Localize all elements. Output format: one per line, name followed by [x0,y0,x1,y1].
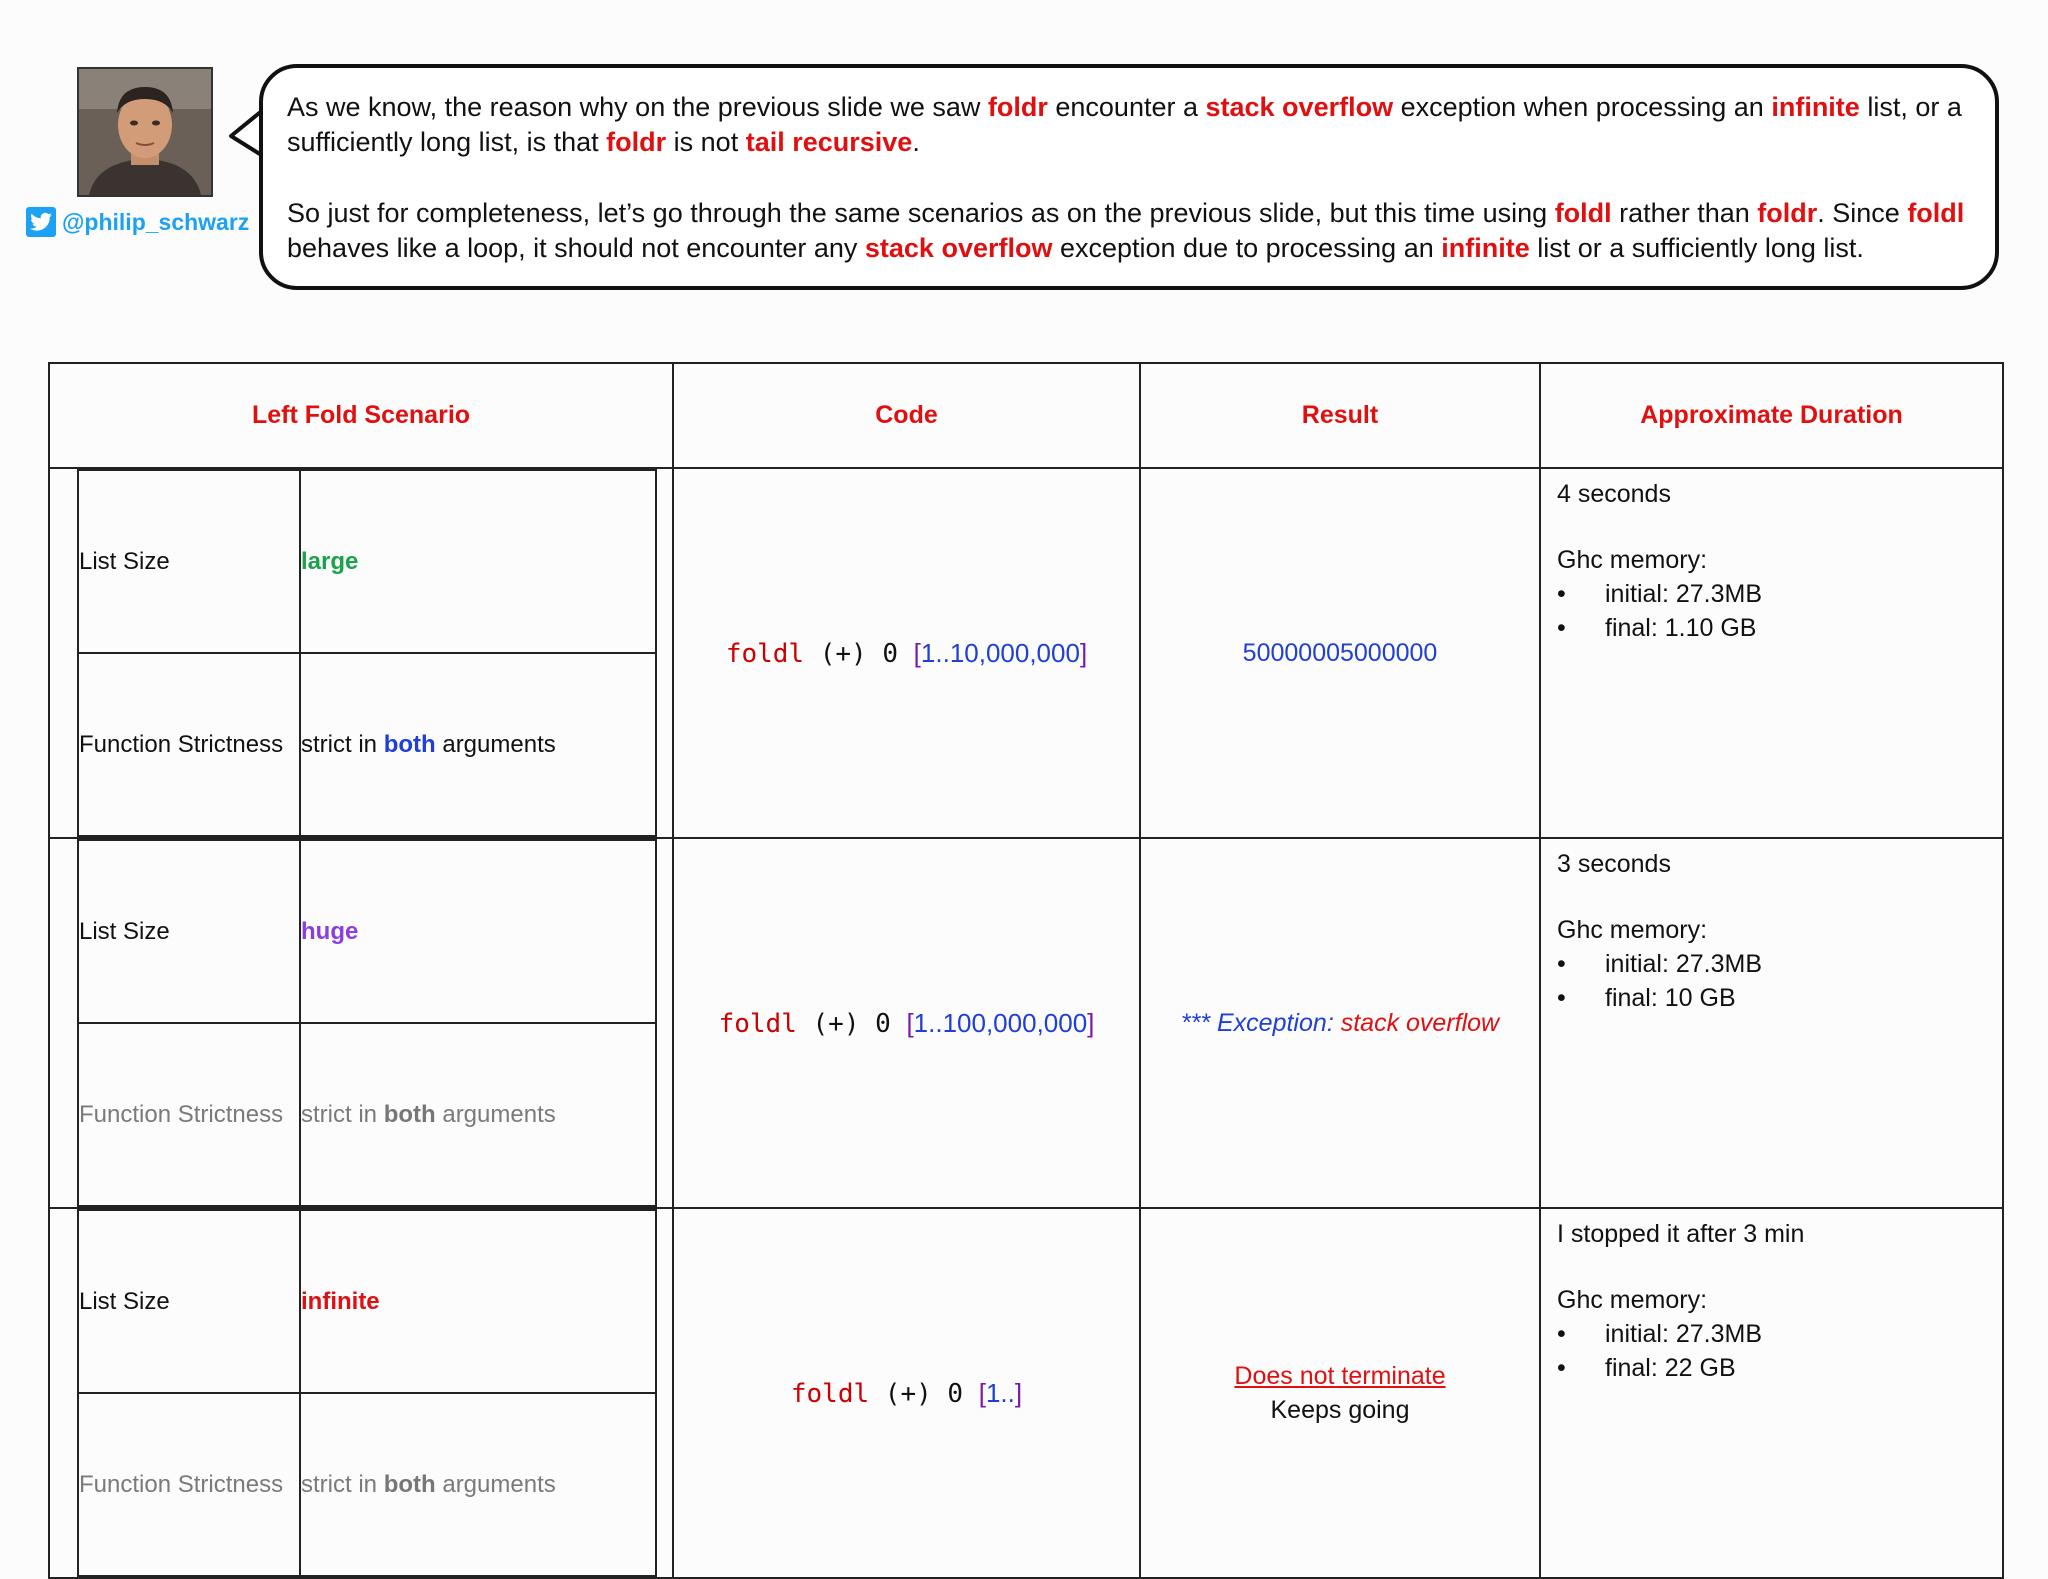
list-size-label: List Size [78,470,300,653]
memory-initial: • initial: 27.3MB [1557,947,2002,981]
strictness-value: strict in both arguments [300,1023,656,1206]
bubble-text: rather than [1611,198,1758,228]
handle-text: @philip_schwarz [62,208,250,235]
scenario-subtable [77,469,657,837]
duration-text: I stopped it after 3 min [1557,1220,1805,1248]
result-cell [1140,1208,1540,1578]
scenario-cell [49,838,673,1208]
memory-label: Ghc memory: [1557,1286,1708,1314]
strictness-value: strict in both arguments [300,1393,656,1576]
duration-cell [1540,1208,2003,1578]
highlight-term: foldr [1757,198,1818,228]
highlight-term: foldr [987,92,1048,122]
scenario-cell [49,468,673,838]
strictness-label: Function Strictness [78,1393,300,1576]
bubble-paragraph-2 [287,196,1973,266]
exception-message: stack overflow [1340,1008,1500,1037]
duration-text: 4 seconds [1557,480,1671,508]
highlight-term: foldl [1554,198,1612,228]
strictness-value: strict in both arguments [300,653,656,836]
scenario-table [48,362,2004,1579]
author-avatar [77,67,213,197]
author-photo [79,69,211,195]
highlight-term: infinite [1441,233,1530,263]
bubble-text: list, or a sufficiently long list, is that [287,92,1962,157]
header-result: Result [1140,363,1540,468]
highlight-term: foldl [1907,198,1965,228]
bubble-text: exception when processing an [1393,92,1772,122]
result-cell [1140,468,1540,838]
result-value: 50000005000000 [1242,638,1438,667]
keeps-going-label: Keeps going [1270,1396,1410,1424]
list-size-value: infinite [300,1210,656,1393]
bubble-text: behaves like a loop, it should not encounter any [287,233,865,263]
strictness-label: Function Strictness [78,1023,300,1206]
duration-cell [1540,468,2003,838]
speech-bubble [259,64,1999,290]
code-cell: foldl (+) 0 [1..100,000,000] [673,838,1140,1208]
bubble-text: encounter a [1047,92,1206,122]
list-size-value: huge [300,840,656,1023]
header-code: Code [673,363,1140,468]
bubble-text: . Since [1817,198,1908,228]
memory-final: • final: 10 GB [1557,981,2002,1015]
highlight-term: tail recursive [745,127,913,157]
scenario-cell [49,1208,673,1578]
non-termination-label: Does not terminate [1234,1362,1446,1390]
table-row [49,1208,2003,1578]
bubble-text: is not [666,127,746,157]
bubble-text: exception due to processing an [1052,233,1442,263]
code-cell: foldl (+) 0 [1..] [673,1208,1140,1578]
list-size-label: List Size [78,840,300,1023]
bubble-text: . [912,127,920,157]
list-size-value: large [300,470,656,653]
table-row [49,838,2003,1208]
duration-cell [1540,838,2003,1208]
memory-initial: • initial: 27.3MB [1557,1317,2002,1351]
header-scenario: Left Fold Scenario [49,363,673,468]
memory-final: • final: 22 GB [1557,1351,2002,1385]
table-header-row [49,363,2003,468]
scenario-subtable [77,1209,657,1577]
header-duration: Approximate Duration [1540,363,2003,468]
twitter-icon [26,207,56,237]
result-cell: *** Exception: stack overflow [1140,838,1540,1208]
bubble-text: list or a sufficiently long list. [1529,233,1864,263]
memory-label: Ghc memory: [1557,546,1708,574]
strictness-label: Function Strictness [78,653,300,836]
memory-final: • final: 1.10 GB [1557,611,2002,645]
bubble-paragraph-1 [287,90,1973,160]
highlight-term: stack overflow [1205,92,1394,122]
duration-text: 3 seconds [1557,850,1671,878]
table-row [49,468,2003,838]
code-cell: foldl (+) 0 [1..10,000,000] [673,468,1140,838]
highlight-term: foldr [606,127,667,157]
bubble-text: So just for completeness, let’s go through the same scenarios as on the previous slide, but this time using [287,198,1555,228]
author-handle[interactable] [26,207,249,237]
highlight-term: infinite [1771,92,1860,122]
highlight-term: stack overflow [864,233,1053,263]
exception-label: *** Exception [1180,1008,1327,1037]
list-size-label: List Size [78,1210,300,1393]
memory-initial: • initial: 27.3MB [1557,577,2002,611]
bubble-text: As we know, the reason why on the previous slide we saw [287,92,988,122]
memory-label: Ghc memory: [1557,916,1708,944]
